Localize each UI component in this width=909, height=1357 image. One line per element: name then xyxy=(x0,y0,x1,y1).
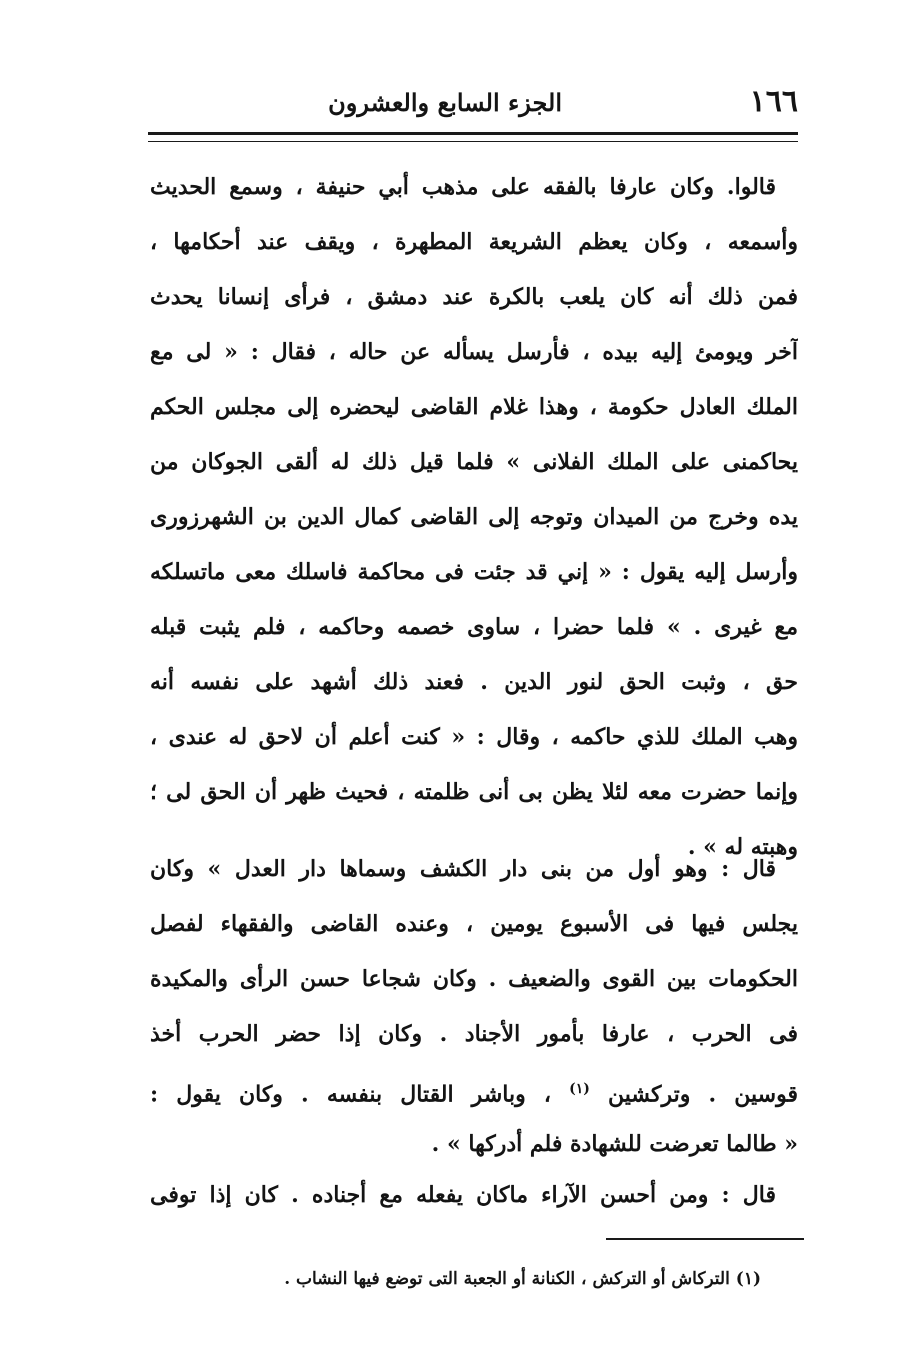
page-header xyxy=(148,82,798,122)
text-line: وهبته له » . xyxy=(687,834,798,860)
text-line: قالوا. وكان عارفا بالفقه على مذهب أبي حنيفة ، وسمع الحديث xyxy=(150,174,776,200)
text-line: فى الحرب ، عارفا بأمور الأجناد . وكان إذا حضر الحرب أخذ xyxy=(150,1021,798,1047)
text-line: وأسمعه ، وكان يعظم الشريعة المطهرة ، ويقف عند أحكامها ، xyxy=(150,229,798,255)
footnote-rule xyxy=(606,1238,804,1240)
header-rule-thick xyxy=(148,132,798,135)
paragraph-2 xyxy=(150,842,798,1172)
text-line: آخر ويومئ إليه بيده ، فأرسل يسأله عن حاله ، فقال : « لى مع xyxy=(150,339,798,365)
footnote xyxy=(161,1266,761,1292)
running-title: الجزء السابع والعشرون xyxy=(328,88,562,117)
text-line: قال : ومن أحسن الآراء ماكان يفعله مع أجناده . كان إذا توفى xyxy=(150,1182,776,1208)
text-line: وأرسل إليه يقول : « إني قد جئت فى محاكمة فاسلك معى ماتسلكه xyxy=(150,559,798,585)
paragraph-1 xyxy=(150,160,798,875)
text-line: فمن ذلك أنه كان يلعب بالكرة عند دمشق ، فرأى إنسانا يحدث xyxy=(150,284,798,310)
text-line: وإنما حضرت معه لئلا يظن بى أنى ظلمته ، فحيث ظهر أن الحق لى ؛ xyxy=(150,779,798,805)
footnote-marker: (١) xyxy=(735,1269,761,1289)
text-line: حق ، وثبت الحق لنور الدين . فعند ذلك أشهد على نفسه أنه xyxy=(150,669,798,695)
text-line: قال : وهو أول من بنى دار الكشف وسماها دار العدل » وكان xyxy=(150,856,776,882)
text-line: وهب الملك للذي حاكمه ، وقال : « كنت أعلم أن لاحق له عندى ، xyxy=(150,724,798,750)
text-line: مع غيرى . » فلما حضرا ، ساوى خصمه وحاكمه ، فلم يثبت قبله xyxy=(150,614,798,640)
text-line: يحاكمنى على الملك الفلانى » فلما قيل ذلك له ألقى الجوكان من xyxy=(150,449,798,475)
text-segment: قوسين . وتركشين xyxy=(608,1081,798,1108)
text-line: « طالما تعرضت للشهادة فلم أدركها » . xyxy=(431,1131,798,1157)
paragraph-3 xyxy=(150,1168,798,1223)
header-rule-thin xyxy=(148,141,798,142)
text-line: الملك العادل حكومة ، وهذا غلام القاضى ليحضره إلى مجلس الحكم xyxy=(150,394,798,420)
text-line: يده وخرج من الميدان وتوجه إلى القاضى كمال الدين بن الشهرزورى xyxy=(150,504,798,530)
text-line-with-footnote xyxy=(150,1062,798,1117)
page-number: ١٦٦ xyxy=(749,84,798,119)
text-line: الحكومات بين القوى والضعيف . وكان شجاعا حسن الرأى والمكيدة xyxy=(150,966,798,992)
text-line: يجلس فيها فى الأسبوع يومين ، وعنده القاضى والفقهاء لفصل xyxy=(150,911,798,937)
footnote-text: التركاش أو التركش ، الكنانة أو الجعبة التى توضع فيها النشاب . xyxy=(284,1269,730,1289)
footnote-reference: (١) xyxy=(569,1081,590,1097)
text-segment: ، وباشر القتال بنفسه . وكان يقول : xyxy=(150,1081,551,1108)
